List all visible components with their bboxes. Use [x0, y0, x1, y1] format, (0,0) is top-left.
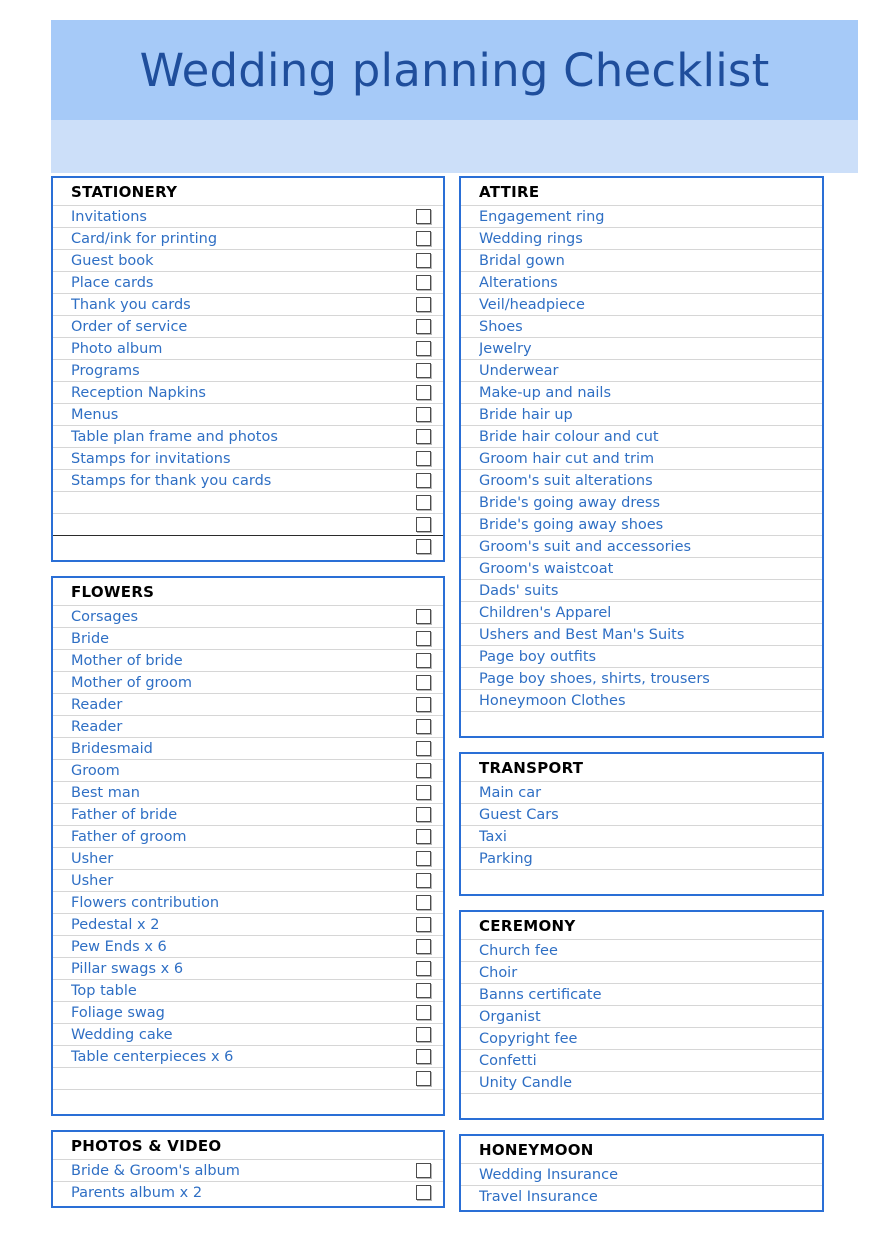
list-item-label: Corsages	[71, 608, 139, 625]
checkbox[interactable]	[416, 407, 431, 422]
list-item-label: Thank you cards	[71, 296, 191, 313]
checkbox[interactable]	[416, 917, 431, 932]
section-header-flowers: FLOWERS	[71, 583, 155, 601]
checkbox[interactable]	[416, 895, 431, 910]
list-item[interactable]	[53, 1067, 443, 1089]
list-item[interactable]	[53, 447, 443, 469]
list-item-label: Jewelry	[479, 340, 532, 357]
list-item-label: Card/ink for printing	[71, 230, 218, 247]
checkbox[interactable]	[416, 961, 431, 976]
list-item[interactable]	[53, 513, 443, 535]
list-item-label: Pillar swags x 6	[71, 960, 184, 977]
list-item[interactable]	[461, 781, 822, 803]
list-item[interactable]	[53, 381, 443, 403]
list-item-label: Top table	[71, 982, 137, 999]
banner-upper-band	[51, 20, 858, 120]
list-item[interactable]	[461, 315, 822, 337]
list-item[interactable]	[461, 271, 822, 293]
section-rows-ceremony	[461, 939, 822, 1115]
list-item-label: Bride hair up	[479, 406, 573, 423]
list-item-label: Unity Candle	[479, 1074, 573, 1091]
checkbox[interactable]	[416, 319, 431, 334]
checkbox[interactable]	[416, 653, 431, 668]
list-item-label: Place cards	[71, 274, 154, 291]
list-item[interactable]	[461, 535, 822, 557]
list-item-label: Pew Ends x 6	[71, 938, 167, 955]
list-item[interactable]	[53, 403, 443, 425]
checkbox[interactable]	[416, 385, 431, 400]
list-item[interactable]	[461, 1163, 822, 1185]
list-item-label: Guest book	[71, 252, 154, 269]
right-column	[459, 176, 824, 1226]
list-item[interactable]	[53, 935, 443, 957]
list-item[interactable]	[53, 293, 443, 315]
checkbox[interactable]	[416, 697, 431, 712]
list-item[interactable]	[53, 491, 443, 513]
list-item-label: Taxi	[479, 828, 507, 845]
section-rows-photos-video	[53, 1159, 443, 1203]
section-rows-honeymoon	[461, 1163, 822, 1207]
title-banner	[51, 20, 858, 173]
list-item[interactable]	[53, 359, 443, 381]
list-item[interactable]	[53, 913, 443, 935]
banner-lower-band	[51, 120, 858, 173]
checkbox[interactable]	[416, 451, 431, 466]
list-item-label: Honeymoon Clothes	[479, 692, 626, 709]
list-item[interactable]	[461, 425, 822, 447]
section-panel-honeymoon	[459, 1134, 824, 1212]
list-item[interactable]	[53, 1001, 443, 1023]
list-item[interactable]	[461, 1071, 822, 1093]
list-item[interactable]	[461, 983, 822, 1005]
list-item[interactable]	[53, 847, 443, 869]
list-item-label: Reader	[71, 718, 123, 735]
section-header-photos-video: PHOTOS & VIDEO	[71, 1137, 222, 1155]
list-item-label: Mother of bride	[71, 652, 183, 669]
list-item-label: Stamps for thank you cards	[71, 472, 272, 489]
list-item[interactable]	[53, 469, 443, 491]
section-header-attire: ATTIRE	[479, 183, 540, 201]
left-column	[51, 176, 445, 1222]
checkbox[interactable]	[416, 1005, 431, 1020]
section-header-honeymoon: HONEYMOON	[479, 1141, 594, 1159]
list-item-label: Foliage swag	[71, 1004, 165, 1021]
list-item-label: Banns certificate	[479, 986, 602, 1003]
section-rows-attire	[461, 205, 822, 733]
list-item[interactable]	[53, 271, 443, 293]
section-panel-transport	[459, 752, 824, 896]
list-item[interactable]	[461, 645, 822, 667]
list-item[interactable]	[461, 939, 822, 961]
list-item[interactable]	[461, 293, 822, 315]
section-header-transport: TRANSPORT	[479, 759, 584, 777]
list-item-label: Dads' suits	[479, 582, 559, 599]
checkbox[interactable]	[416, 275, 431, 290]
list-item[interactable]	[53, 227, 443, 249]
list-item-label: Table plan frame and photos	[71, 428, 278, 445]
list-item-label: Parking	[479, 850, 533, 867]
section-panel-stationery	[51, 176, 445, 562]
list-item-label: Flowers contribution	[71, 894, 220, 911]
list-item[interactable]	[53, 759, 443, 781]
checkbox[interactable]	[416, 1049, 431, 1064]
list-item-label: Programs	[71, 362, 140, 379]
list-item[interactable]	[461, 249, 822, 271]
list-item-label: Photo album	[71, 340, 163, 357]
list-item[interactable]	[461, 359, 822, 381]
list-item[interactable]	[53, 671, 443, 693]
checkbox[interactable]	[416, 231, 431, 246]
list-item[interactable]	[461, 513, 822, 535]
list-item-label: Main car	[479, 784, 542, 801]
list-item-label: Bride's going away shoes	[479, 516, 664, 533]
checkbox[interactable]	[416, 873, 431, 888]
list-item-label: Parents album x 2	[71, 1184, 203, 1201]
checkbox[interactable]	[416, 1027, 431, 1042]
list-item-label: Choir	[479, 964, 518, 981]
list-item[interactable]	[461, 803, 822, 825]
list-item[interactable]	[53, 1159, 443, 1181]
checkbox[interactable]	[416, 1185, 431, 1200]
list-item[interactable]	[53, 249, 443, 271]
checkbox[interactable]	[416, 851, 431, 866]
list-item-label: Father of groom	[71, 828, 187, 845]
list-item[interactable]	[53, 979, 443, 1001]
checkbox[interactable]	[416, 363, 431, 378]
list-item[interactable]	[53, 825, 443, 847]
list-item[interactable]	[461, 623, 822, 645]
checkbox[interactable]	[416, 209, 431, 224]
list-item-label: Groom	[71, 762, 120, 779]
list-item-label: Veil/headpiece	[479, 296, 585, 313]
list-item-label: Order of service	[71, 318, 188, 335]
list-item[interactable]	[461, 205, 822, 227]
list-item-label: Bride's going away dress	[479, 494, 661, 511]
list-item-label: Confetti	[479, 1052, 537, 1069]
list-item[interactable]	[53, 693, 443, 715]
list-item-label: Wedding Insurance	[479, 1166, 618, 1183]
list-item[interactable]	[461, 1027, 822, 1049]
list-item-label: Ushers and Best Man's Suits	[479, 626, 685, 643]
list-item-label: Reception Napkins	[71, 384, 206, 401]
list-item[interactable]	[53, 781, 443, 803]
list-item-label: Stamps for invitations	[71, 450, 231, 467]
checkbox[interactable]	[416, 939, 431, 954]
list-item[interactable]	[461, 847, 822, 869]
list-item-label: Underwear	[479, 362, 559, 379]
list-item-label: Travel Insurance	[479, 1188, 598, 1205]
list-item-label: Bride hair colour and cut	[479, 428, 659, 445]
list-item[interactable]	[461, 469, 822, 491]
checkbox[interactable]	[416, 297, 431, 312]
section-header-stationery: STATIONERY	[71, 183, 178, 201]
list-item-label: Invitations	[71, 208, 147, 225]
list-item[interactable]	[461, 1093, 822, 1115]
list-item[interactable]	[461, 403, 822, 425]
list-item[interactable]	[461, 579, 822, 601]
checkbox[interactable]	[416, 829, 431, 844]
section-rows-stationery	[53, 205, 443, 557]
page-title: Wedding planning Checklist	[139, 43, 770, 97]
section-rows-transport	[461, 781, 822, 891]
list-item-label: Groom's suit alterations	[479, 472, 653, 489]
list-item-label: Organist	[479, 1008, 541, 1025]
list-item[interactable]	[53, 715, 443, 737]
list-item[interactable]	[461, 601, 822, 623]
list-item-label: Church fee	[479, 942, 558, 959]
section-panel-ceremony	[459, 910, 824, 1120]
list-item[interactable]	[461, 227, 822, 249]
list-item-label: Shoes	[479, 318, 523, 335]
section-panel-photos-video	[51, 1130, 445, 1208]
list-item[interactable]	[461, 337, 822, 359]
list-item[interactable]	[53, 1089, 443, 1111]
list-item[interactable]	[461, 1185, 822, 1207]
list-item-label: Page boy shoes, shirts, trousers	[479, 670, 710, 687]
list-item-label: Copyright fee	[479, 1030, 578, 1047]
list-item[interactable]	[53, 535, 443, 557]
list-item[interactable]	[53, 737, 443, 759]
list-item[interactable]	[53, 605, 443, 627]
checkbox[interactable]	[416, 807, 431, 822]
list-item[interactable]	[461, 667, 822, 689]
checkbox[interactable]	[416, 473, 431, 488]
list-item[interactable]	[53, 1181, 443, 1203]
list-item[interactable]	[53, 1023, 443, 1045]
checkbox[interactable]	[416, 539, 431, 554]
list-item-label: Pedestal x 2	[71, 916, 160, 933]
section-header-ceremony: CEREMONY	[479, 917, 576, 935]
checkbox[interactable]	[416, 609, 431, 624]
list-item[interactable]	[461, 381, 822, 403]
list-item[interactable]	[461, 825, 822, 847]
list-item[interactable]	[53, 1045, 443, 1067]
list-item[interactable]	[53, 425, 443, 447]
list-item-label: Wedding rings	[479, 230, 583, 247]
list-item[interactable]	[53, 627, 443, 649]
list-item[interactable]	[53, 803, 443, 825]
list-item-label: Table centerpieces x 6	[71, 1048, 234, 1065]
checkbox[interactable]	[416, 253, 431, 268]
list-item-label: Usher	[71, 850, 114, 867]
list-item-label: Bridesmaid	[71, 740, 153, 757]
list-item-label: Bride	[71, 630, 110, 647]
checkbox[interactable]	[416, 1071, 431, 1086]
list-item[interactable]	[53, 337, 443, 359]
list-item-label: Mother of groom	[71, 674, 193, 691]
list-item-label: Engagement ring	[479, 208, 605, 225]
list-item-label: Menus	[71, 406, 119, 423]
list-item-label: Children's Apparel	[479, 604, 612, 621]
list-item-label: Groom's waistcoat	[479, 560, 614, 577]
list-item-label: Usher	[71, 872, 114, 889]
list-item-label: Wedding cake	[71, 1026, 173, 1043]
checkbox[interactable]	[416, 763, 431, 778]
checkbox[interactable]	[416, 495, 431, 510]
checkbox[interactable]	[416, 785, 431, 800]
list-item[interactable]	[461, 491, 822, 513]
checkbox[interactable]	[416, 517, 431, 532]
list-item[interactable]	[53, 891, 443, 913]
list-item-label: Guest Cars	[479, 806, 559, 823]
list-item[interactable]	[53, 315, 443, 337]
list-item-label: Bride & Groom's album	[71, 1162, 240, 1179]
list-item[interactable]	[461, 869, 822, 891]
list-item-label: Groom's suit and accessories	[479, 538, 692, 555]
checkbox[interactable]	[416, 675, 431, 690]
list-item[interactable]	[461, 447, 822, 469]
checkbox[interactable]	[416, 631, 431, 646]
checkbox[interactable]	[416, 1163, 431, 1178]
list-item-label: Groom hair cut and trim	[479, 450, 655, 467]
checkbox[interactable]	[416, 429, 431, 444]
list-item-label: Bridal gown	[479, 252, 565, 269]
checkbox[interactable]	[416, 741, 431, 756]
list-item[interactable]	[461, 1005, 822, 1027]
list-item[interactable]	[461, 711, 822, 733]
list-item-label: Make-up and nails	[479, 384, 612, 401]
list-item-label: Reader	[71, 696, 123, 713]
section-panel-flowers	[51, 576, 445, 1116]
list-item[interactable]	[53, 649, 443, 671]
list-item[interactable]	[53, 957, 443, 979]
checkbox[interactable]	[416, 719, 431, 734]
list-item[interactable]	[461, 961, 822, 983]
section-rows-flowers	[53, 605, 443, 1111]
list-item[interactable]	[461, 689, 822, 711]
list-item[interactable]	[461, 1049, 822, 1071]
checkbox[interactable]	[416, 983, 431, 998]
list-item-label: Father of bride	[71, 806, 178, 823]
list-item[interactable]	[461, 557, 822, 579]
section-panel-attire	[459, 176, 824, 738]
list-item-label: Alterations	[479, 274, 558, 291]
list-item-label: Page boy outfits	[479, 648, 597, 665]
list-item-label: Best man	[71, 784, 140, 801]
list-item[interactable]	[53, 205, 443, 227]
list-item[interactable]	[53, 869, 443, 891]
checkbox[interactable]	[416, 341, 431, 356]
